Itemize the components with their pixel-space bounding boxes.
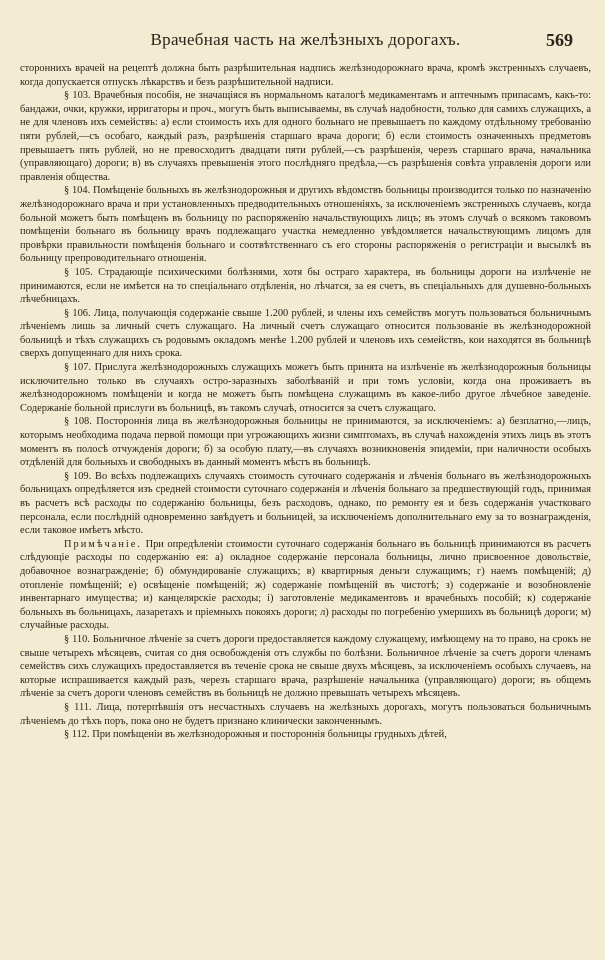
paragraph-106: § 106. Лица, получающія содержаніе свыше 1.200 рублей, и члены ихъ семействъ могутъ пользоваться больничнымъ лѣченіемъ лишь за личный счетъ служащаго. На личный счетъ служащаго относится пользованіе въ желѣзнодорожной больницѣ и тѣхъ служащихъ съ родовымъ окладомъ менѣе 1.200 рублей и членовъ ихъ семействъ, кои находятся въ больницѣ сверхъ допущеннаго для нихъ срока.	[20, 307, 591, 360]
paragraph-108: § 108. Постороннія лица въ желѣзнодорожныя больницы не принимаются, за исключеніемъ: а) безплатно,—лицъ, которымъ необходима подача первой помощи при угрожающихъ жизни симптомахъ, въ случаѣ нахожденія этихъ лицъ въ этотъ моментъ въ полосѣ отчужденія дороги; б) за особую плату,—въ случаяхъ возникновенія эпидеміи, при наличности особыхъ отдѣленій для больныхъ и свободныхъ въ данный моментъ мѣстъ въ больницѣ.	[20, 416, 591, 469]
paragraph-110: § 110. Больничное лѣченіе за счетъ дороги предоставляется каждому служащему, имѣющему на то право, на срокъ не свыше четырехъ мѣсяцевъ, считая со дня освобожденія отъ службы по болѣзни. Больничное лѣченіе за счетъ дороги членамъ семействъ сихъ служащихъ предоставляется въ теченіе срока не свыше двухъ мѣсяцевъ, за исключеніемъ особыхъ случаевъ, на которые испрашивается каждый разъ, черезъ старшаго врача, разрѣшеніе начальника (управляющаго) дороги; въ общемъ лѣченіе за счетъ дороги членовъ семействъ въ больницѣ не должно превышать четырехъ мѣсяцевъ.	[20, 633, 591, 700]
page-number: 569	[546, 30, 573, 50]
note-text: При опредѣленіи стоимости суточнаго содержанія больнаго въ больницѣ принимаются въ расчетъ слѣдующіе расходы по содержанію ея: а) окладное содержаніе персонала больницы, лично присвоенное довольствіе, добавочное вознагражденіе; б) обмундированіе служащихъ; в) квартирныя деньги служащимъ; г) наемъ помѣщеній; д) отопленіе помѣщеній; е) освѣщеніе помѣщеній; ж) содержаніе помѣщеній въ чистотѣ; з) содержаніе и возобновленіе инвентарнаго имущества; и) канцелярскіе расходы; і) заготовленіе медикаментовъ и врачебныхъ пособій; к) содержаніе больныхъ въ больницахъ, лазаретахъ и пріемныхъ покояхъ дороги; л) расходы по погребенію умершихъ въ больницѣ дороги; м) случайные расходы.	[20, 538, 591, 632]
paragraph-109: § 109. Во всѣхъ подлежащихъ случаяхъ стоимость суточнаго содержанія и лѣченія больнаго въ желѣзнодорожныхъ больницахъ опредѣляется изъ средней стоимости суточнаго содержанія и лѣченія больнаго за предшествующій годъ, принимая въ расчетъ всѣ расходы по содержанію больницы, безъ расходовъ, однако, по ремонту ея и безъ содержанія участковаго персонала, если послѣдній одновременно завѣдуетъ и больницей, за исключеніемъ дополнительнаго ему за то вознагражденія, если таковое имѣетъ мѣсто.	[20, 470, 591, 537]
paragraph-continuation: стороннихъ врачей на рецептѣ должна быть разрѣшительная надпись желѣзнодорожнаго врача, кромѣ экстренныхъ случаевъ, когда допускается отпускъ лѣкарствъ и безъ разрѣшительной надписи.	[20, 63, 591, 88]
page-body	[20, 62, 591, 742]
paragraph-112: § 112. При помѣщеніи въ желѣзнодорожныя и постороннія больницы грудныхъ дѣтей,	[64, 729, 447, 741]
paragraph-104: § 104. Помѣщеніе больныхъ въ желѣзнодорожныя и другихъ вѣдомствъ больницы производится только по назначенію желѣзнодорожнаго врача и при установленныхъ предводительныхъ отношеніяхъ, за исключеніемъ экстренныхъ случаевъ, когда больной можетъ быть помѣщенъ въ больницу по распоряженію начальствующихъ лицъ; въ этомъ случаѣ о всякомъ таковомъ помѣщеніи больнаго въ больницу врачъ подлежащаго участка немедленно увѣдомляется начальствующимъ лицомъ для провѣрки правильности помѣщенія больнаго и соотвѣтственнаго съ его стороны распоряженія о регистраціи и высылкѣ въ больницу препроводительнаго отношенія.	[20, 185, 591, 265]
paragraph-103: § 103. Врачебныя пособія, не значащіяся въ нормальномъ каталогѣ медикаментамъ и аптечнымъ припасамъ, какъ-то: бандажи, очки, кружки, ирригаторы и проч., могутъ быть выписываемы, въ случаѣ надобности, только для самихъ служащихъ, а не для членовъ ихъ семействъ: а) если стоимость ихъ для одного больнаго не превышаетъ по каждому отдѣльному требованію пяти рублей,—съ особаго, каждый разъ, разрѣшенія старшаго врача дороги; б) если стоимость означенныхъ предметовъ превышаетъ пять рублей, но не превосходитъ двадцати пяти рублей,—съ разрѣшенія, черезъ старшаго врача, начальника (управляющаго) дороги; в) въ случаяхъ превышенія этого послѣдняго предѣла,—съ разрѣшенія совѣта управленія дороги или правленія общества.	[20, 90, 591, 183]
paragraph-107: § 107. Прислуга желѣзнодорожныхъ служащихъ можетъ быть принята на излѣченіе въ желѣзнодорожныя больницы исключительно только въ случаяхъ остро-заразныхъ заболѣваній и при томъ условіи, когда она проживаетъ въ желѣзнодорожномъ помѣщеніи и когда не можетъ быть помѣщена служащимъ въ какое-либо другое лѣчебное заведеніе. Содержаніе больной прислуги въ больницѣ, въ такомъ случаѣ, относится за счетъ служащаго.	[20, 362, 591, 414]
page-header	[20, 30, 591, 52]
running-title: Врачебная часть на желѣзныхъ дорогахъ.	[150, 30, 461, 49]
paragraph-111: § 111. Лица, потерпѣвшія отъ несчастныхъ случаевъ на желѣзныхъ дорогахъ, могутъ пользоваться больничнымъ лѣченіемъ до тѣхъ поръ, пока оно не будетъ признано клинически законченнымъ.	[20, 701, 591, 727]
paragraph-105: § 105. Страдающіе психическими болѣзнями, хотя бы остраго характера, въ больницы дороги на излѣченіе не принимаются, если не имѣется на то спеціальнаго отдѣленія, но лѣчатся, за ея счетъ, въ спеціальныхъ для душевно-больныхъ лѣчебницахъ.	[20, 266, 591, 306]
note-label: Примѣчаніе.	[64, 538, 142, 550]
note-paragraph	[20, 538, 591, 633]
